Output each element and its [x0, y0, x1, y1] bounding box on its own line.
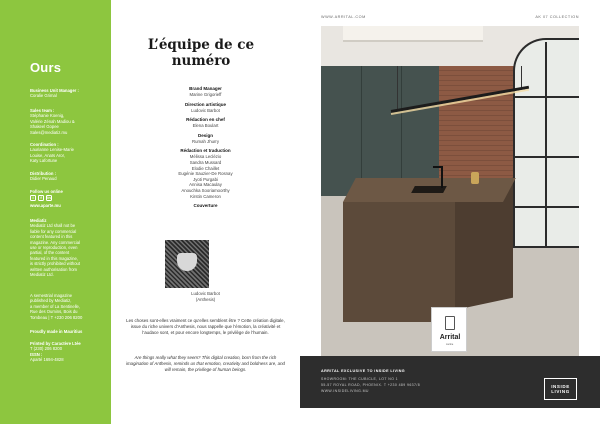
mediatiz-line: featured in this magazine, — [30, 255, 78, 261]
follow-label: Follow us online — [30, 189, 63, 194]
business-label: Business Unit Manager : — [30, 88, 79, 93]
arrital-logo-subtext: cucine — [446, 343, 454, 346]
photo-window-mullion — [545, 42, 547, 248]
sales-name-3: Shakeel Gopee — [30, 124, 59, 130]
photo-window-mullion — [515, 206, 579, 208]
credit-name: Jyoti Purgabi — [193, 176, 218, 182]
coordination-label: Coordination : — [30, 142, 59, 147]
semestrial-block — [30, 293, 108, 320]
credits-list — [131, 86, 280, 209]
credit-name: Marine Grigorieff — [189, 92, 222, 97]
credit-role: Rédaction en chef — [186, 117, 225, 123]
credit-name: Rumah Jhurry — [192, 138, 219, 144]
badge-line-2: LIVING — [551, 389, 570, 394]
cover-hand-shape — [177, 253, 197, 271]
advert-page — [300, 0, 600, 424]
running-header-left: WWW.ARRITAL.COM — [321, 15, 366, 19]
photo-cabinet-seam — [361, 66, 362, 196]
credit-name: Ludovic Barbot — [191, 107, 220, 113]
distribution-block — [30, 171, 108, 182]
inside-living-logo — [544, 378, 577, 400]
semestrial-line: Rue des Oumins, Bois du — [30, 309, 78, 315]
sales-block — [30, 108, 108, 135]
mediatiz-line: magazine. Any commercial — [30, 239, 81, 245]
photo-tap-arm — [433, 166, 443, 168]
linkedin-icon[interactable]: in — [47, 195, 51, 201]
issn-label: ISSN : — [30, 351, 43, 357]
credit-role: Rédaction et traduction — [180, 148, 231, 154]
footer-title: ARRITAL EXCLUSIVE TO INSIDE LIVING — [321, 369, 406, 373]
credit-role: Direction artistique — [184, 101, 226, 107]
distribution-label: Distribution : — [30, 171, 57, 176]
instagram-icon[interactable]: i — [30, 195, 36, 201]
printed-phone: T (230) 206 8200 — [30, 346, 63, 352]
mediatiz-block — [30, 218, 108, 277]
photo-pendant-wire — [397, 66, 398, 110]
coordination-name-1: Laurianne Lenise-Marie — [30, 147, 74, 153]
credit-role: Couverture — [193, 203, 218, 209]
mediatiz-line: liable for any commercial — [30, 228, 77, 234]
running-header-right: AK 07 COLLECTION — [535, 15, 579, 19]
sales-name-1: Stéphanie Koenig, — [30, 113, 65, 119]
printed-label: Printed by Caractère Ltée — [30, 341, 81, 346]
photo-cabinet-seam — [401, 66, 402, 196]
footer-line: SHOWROOM: THE CUBICLE, LOT NO 1 — [321, 377, 399, 381]
mediatiz-line: written authorisation from — [30, 266, 78, 272]
arrital-logo-text: Arrital — [439, 334, 461, 341]
photo-pendant-wire — [521, 66, 522, 88]
badge-line-1: INSIDE — [551, 383, 570, 389]
photo-window-mullion — [515, 156, 579, 158]
coordination-name-3: Katy Lafortune — [30, 158, 58, 164]
follow-block — [30, 189, 108, 209]
cover-text-english: Are things really what they seem? This digital creation, born from the rich imagination of Anthesis, reminds us that emotion, creativity and boldness are, and will remain, the privilege of human beings. — [126, 355, 285, 372]
proudly-label: Proudly made in Mauritius — [30, 329, 83, 334]
cover-image — [165, 240, 209, 288]
distribution-name: Didier Penaud — [30, 176, 57, 182]
sales-label: Sales team : — [30, 108, 55, 113]
credit-name: Anouchka Sooriamoorthy — [181, 187, 230, 193]
credit-name: Kirstin Cameron — [190, 193, 221, 199]
credit-name: Elena Boulart — [192, 123, 219, 129]
photo-tap — [441, 166, 443, 188]
credit-role: Design — [197, 132, 213, 138]
credit-name: Eugénie Sauzier-De Rosnay — [178, 171, 233, 177]
photo-cabinets — [321, 66, 439, 196]
issn-value: Aparté 1694-4828 — [30, 357, 64, 363]
credit-role: Brand Manager — [189, 86, 222, 91]
credit-name: Annisa Macaulay — [189, 182, 222, 188]
semestrial-line: a member of La Sentinelle, — [30, 303, 81, 309]
mediatiz-line: content featured in this — [30, 234, 73, 240]
photo-window-mullion — [515, 96, 579, 98]
advert-footer — [300, 356, 600, 408]
arrital-logo — [431, 307, 467, 352]
team-page — [111, 0, 300, 424]
coordination-block — [30, 142, 108, 164]
mediatiz-line: use or reproduction, even — [30, 245, 78, 251]
mediatiz-line: Mediatiz Ltd. — [30, 272, 54, 278]
photo-ceiling-panel — [343, 26, 483, 42]
credits-sidebar — [0, 0, 111, 424]
cover-credit-name: Ludovic Barbot — [191, 291, 220, 296]
proudly-block — [30, 329, 108, 334]
cover-text-french: Les choses sont-elles vraiment ce qu’elles semblent être ? Cette création digitale, issue du riche univers d’Anthesis, nous rappelle que l’émotion, la créativité et l’audace sont, et pour encore longtemps, le privilège de l’humain. — [126, 318, 285, 335]
sales-name-2: Valérie Zénah Madiou & — [30, 118, 75, 124]
sidebar-title: Ours — [30, 60, 62, 75]
semestrial-line: Tombeau | T +230 206 8200 — [30, 314, 83, 320]
arrital-logo-icon — [445, 316, 455, 330]
facebook-icon[interactable]: f — [38, 195, 44, 201]
business-block — [30, 88, 108, 99]
cover-credit — [131, 291, 280, 303]
page-title: L’équipe de ce numéro — [147, 37, 255, 69]
credit-name: Sandra Mussard — [189, 159, 222, 165]
mediatiz-label: Mediatiz — [30, 218, 47, 223]
credit-name: Mélissa Leclézio — [189, 154, 222, 160]
cover-credit-org: (Anthesis) — [195, 297, 216, 302]
semestrial-line: A semestrial magazine — [30, 293, 73, 298]
photo-vase — [471, 172, 479, 184]
coordination-name-2: Louise, Anaïs Aror, — [30, 152, 65, 158]
mediatiz-line: partial, of the content — [30, 250, 70, 256]
website-link[interactable]: www.aparte.mu — [30, 203, 61, 209]
footer-website[interactable]: WWW.INSIDELIVING.MU — [321, 389, 369, 393]
credit-name: Elodie Chaillet — [191, 165, 220, 171]
footer-line: 55-57 ROYAL ROAD, PHOENIX. T +230 489 9637/8 — [321, 383, 421, 387]
social-icons — [30, 195, 108, 201]
business-name: Coralie Grimal — [30, 93, 57, 99]
semestrial-line: published by Mediatiz, — [30, 298, 72, 304]
mediatiz-line: is strictly prohibited without — [30, 261, 81, 267]
mediatiz-line: Mediatiz Ltd shall not be — [30, 223, 76, 229]
sales-email[interactable]: Sales@mediatiz.mu — [30, 129, 68, 135]
photo-island-front — [343, 202, 455, 322]
printed-block — [30, 341, 108, 363]
